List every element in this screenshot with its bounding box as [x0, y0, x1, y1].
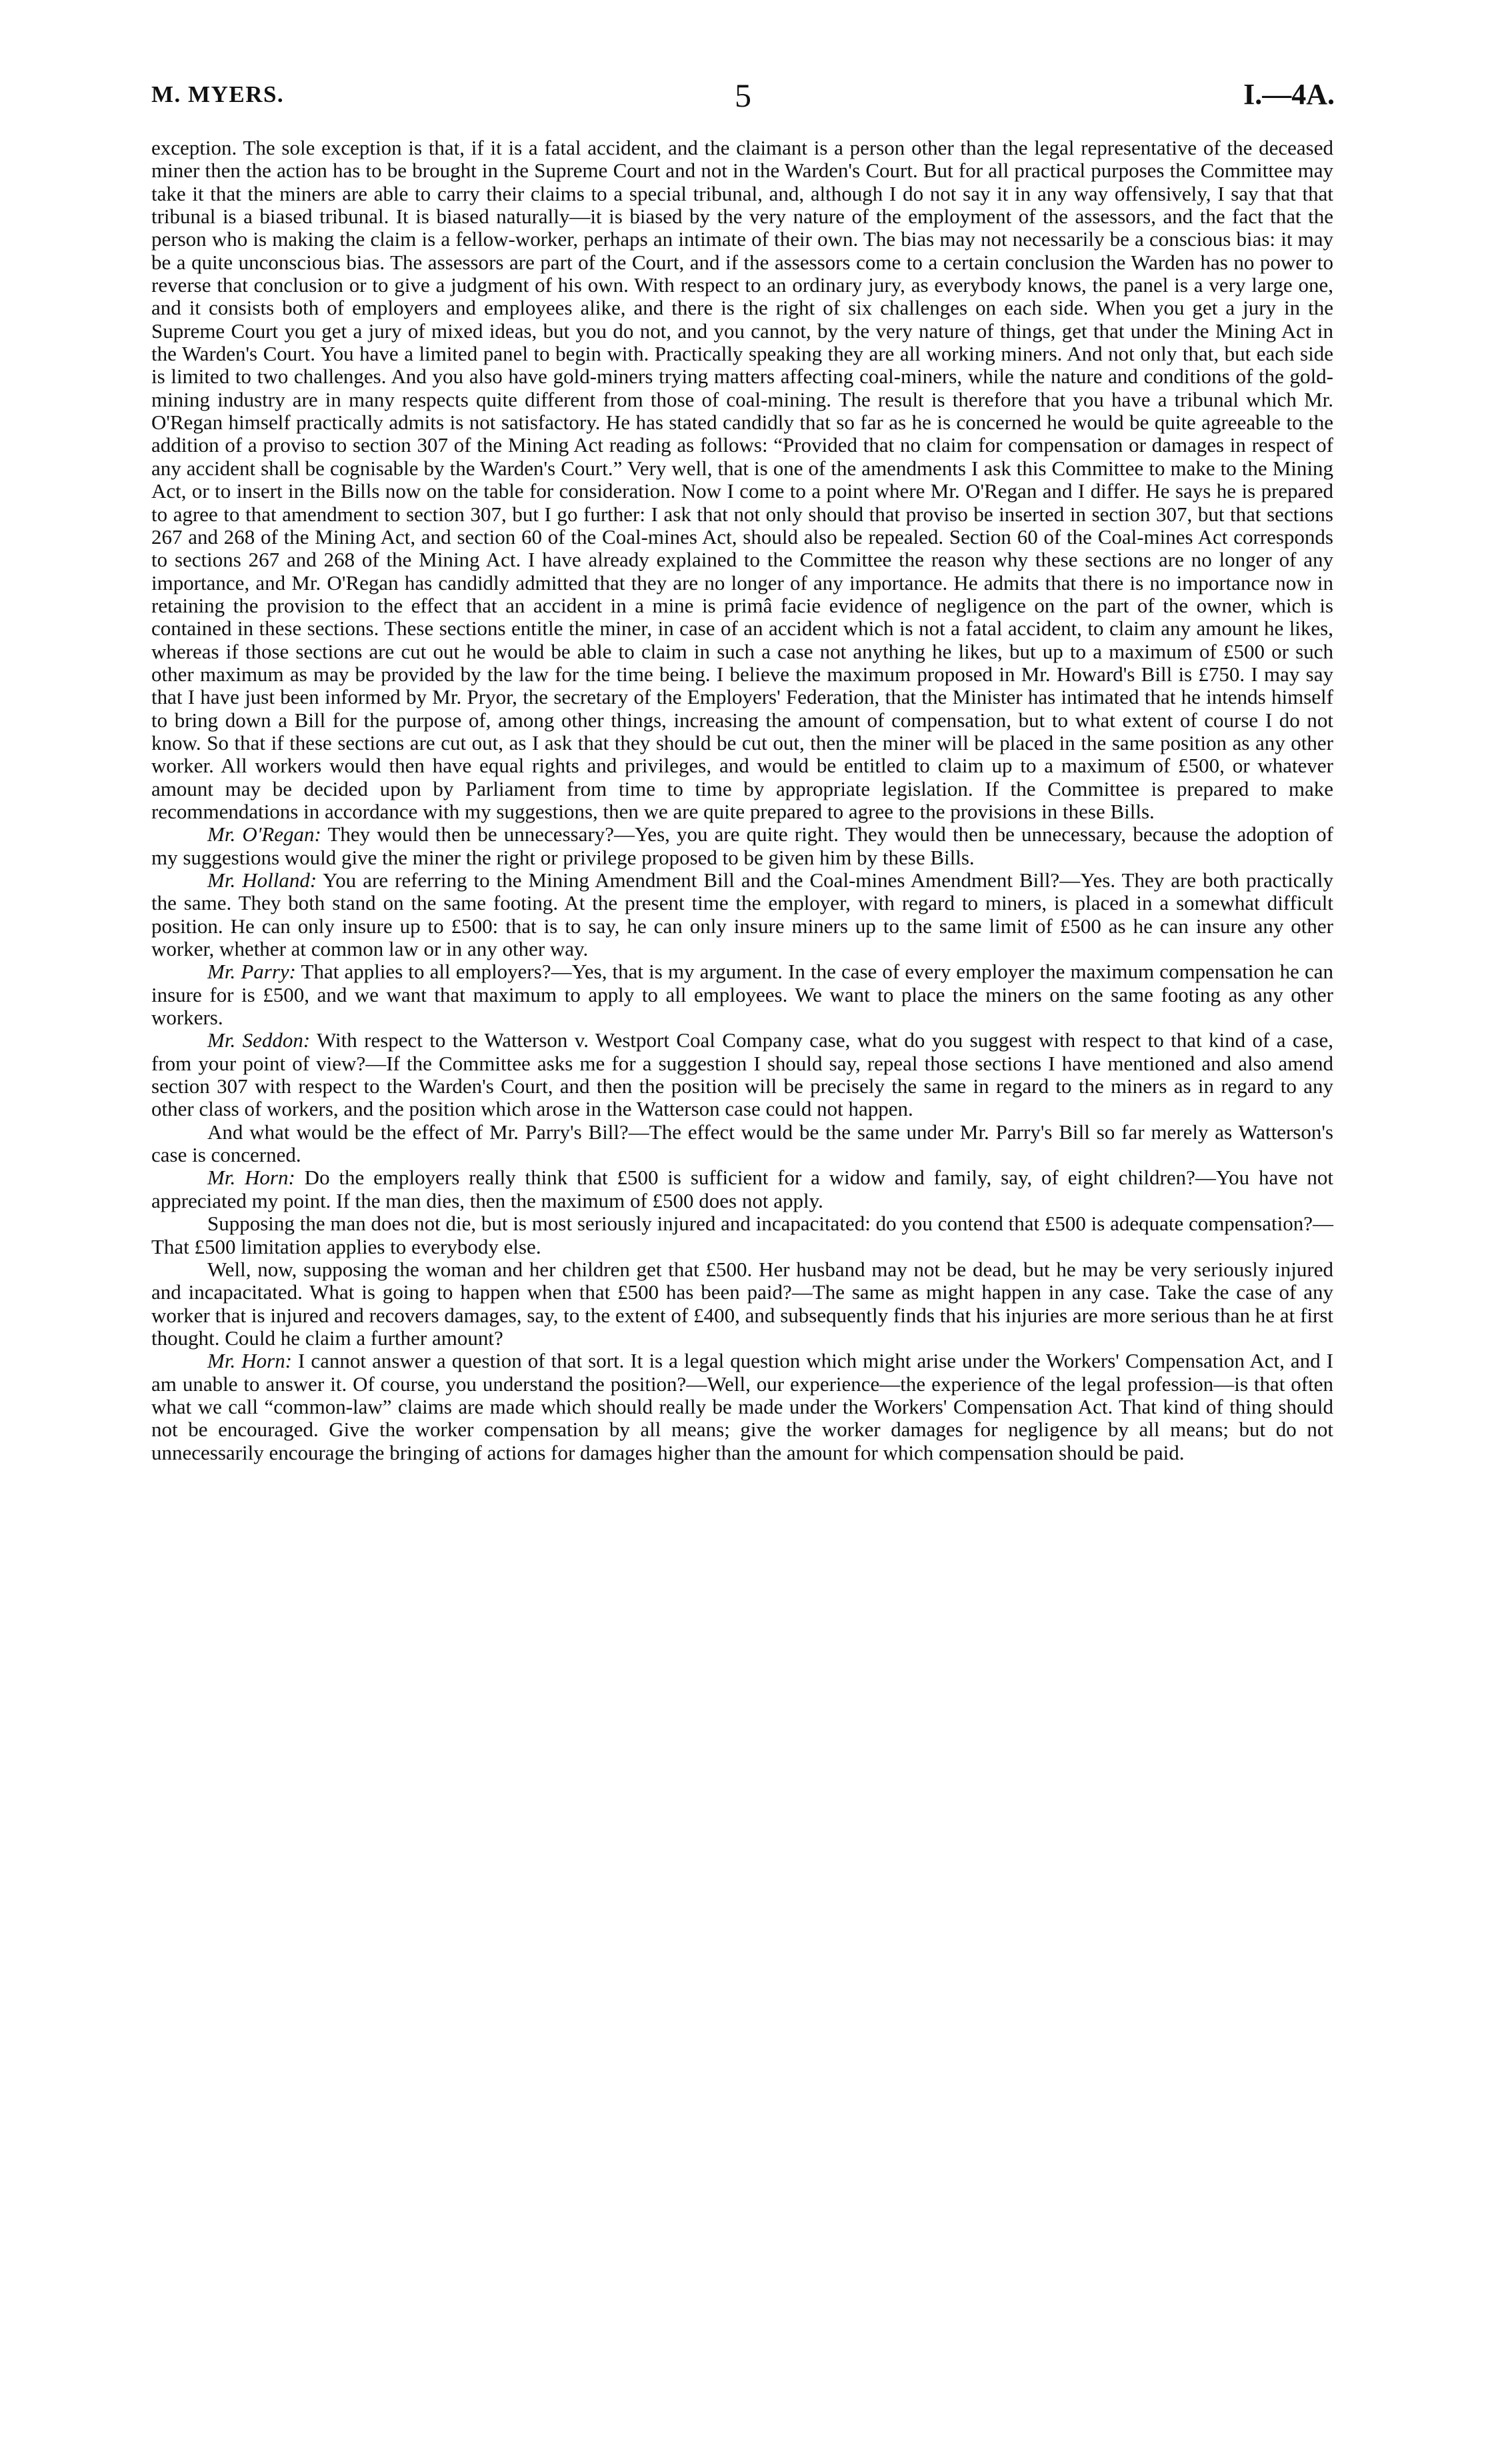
speaker-name: Mr. Horn: [207, 1349, 293, 1373]
paragraph [151, 869, 1333, 960]
paper-reference: I.—4A. [1243, 78, 1335, 111]
paragraph [151, 823, 1333, 869]
paragraph-text: Do the employers really think that £500 is sufficient for a widow and family, say, of eight children?—You have not appreciated my point. If the man dies, then the maximum of £500 does not apply. [151, 1166, 1333, 1212]
paragraph [151, 1350, 1333, 1464]
witness-name: M. MYERS. [151, 81, 285, 107]
speaker-name: Mr. Parry: [207, 960, 296, 984]
paragraph-text: With respect to the Watterson v. Westport Coal Company case, what do you suggest with respect to that kind of a case, from your point of view?—If the Committee asks me for a suggestion I should say, repeal those sections I have mentioned and also amend section 307 with respect to the Warden's Court, and then the position will be precisely the same in regard to the miners as in regard to any other class of workers, and the position which arose in the Watterson case could not happen. [151, 1028, 1333, 1121]
paragraph-text: Supposing the man does not die, but is most seriously injured and incapacitated: do you contend that £500 is adequate compensation?—That £500 limitation applies to everybody else. [151, 1212, 1333, 1258]
speaker-name: Mr. Horn: [207, 1166, 295, 1190]
paragraph-text: exception. The sole exception is that, if it is a fatal accident, and the claimant is a person other than the legal representative of the deceased miner then the action has to be brought in the Supreme Court and not in the Warden's Court. But for all practical purposes the Committee may take it that the miners are able to carry their claims to a special tribunal, and, although I do not say it in any way offensively, I say that that tribunal is a biased tribunal. It is biased naturally—it is biased by the very nature of the employment of the assessors, and the fact that the person who is making the claim is a fellow-worker, perhaps an intimate of their own. The bias may not necessarily be a conscious bias: it may be a quite unconscious bias. The assessors are part of the Court, and if the assessors come to a certain conclusion the Warden has no power to reverse that conclusion or to give a judgment of his own. With respect to an ordinary jury, as everybody knows, the panel is a very large one, and it consists both of employers and employees alike, and there is the right of six challenges on each side. When you get a jury in the Supreme Court you get a jury of mixed ideas, but you do not, and you cannot, by the very nature of things, get that under the Mining Act in the Warden's Court. You have a limited panel to begin with. Practically speaking they are all working miners. And not only that, but each side is limited to two challenges. And you also have gold-miners trying matters affecting coal-miners, while the nature and conditions of the gold-mining industry are in many respects quite different from those of coal-mining. The result is therefore that you have a tribunal which Mr. O'Regan himself practically admits is not satisfactory. He has stated candidly that so far as he is concerned he would be quite agreeable to the addition of a proviso to section 307 of the Mining Act reading as follows: “Provided that no claim for compensation or damages in respect of any accident shall be cognisable by the Warden's Court.” Very well, that is one of the amendments I ask this Committee to make to the Mining Act, or to insert in the Bills now on the table for consideration. Now I come to a point where Mr. O'Regan and I differ. He says he is prepared to agree to that amendment to section 307, but I go further: I ask that not only should that proviso be inserted in section 307, but that sections 267 and 268 of the Mining Act, and section 60 of the Coal-mines Act, should also be repealed. Section 60 of the Coal-mines Act corresponds to sections 267 and 268 of the Mining Act. I have already explained to the Committee the reason why these sections are no longer of any importance, and Mr. O'Regan has candidly admitted that they are no longer of any importance. He admits that there is no importance now in retaining the provision to the effect that an accident in a mine is primâ facie evidence of negligence on the part of the owner, which is contained in these sections. These sections entitle the miner, in case of an accident which is not a fatal accident, to claim any amount he likes, whereas if those sections are cut out he would be able to claim in such a case not anything he likes, but up to a maximum of £500 or such other maximum as may be provided by the law for the time being. I believe the maximum proposed in Mr. Howard's Bill is £750. I may say that I have just been informed by Mr. Pryor, the secretary of the Employers' Federation, that the Minister has intimated that he intends himself to bring down a Bill for the purpose of, among other things, increasing the amount of compensation, but to what extent of course I do not know. So that if these sections are cut out, as I ask that they should be cut out, then the miner will be placed in the same position as any other worker. All workers would then have equal rights and privileges, and would be entitled to claim up to a maximum of £500, or whatever amount may be decided upon by Parliament from time to time by appropriate legislation. If the Committee is prepared to make recommendations in accordance with my suggestions, then we are quite prepared to agree to the provisions in these Bills. [151, 136, 1333, 823]
paragraph-text: I cannot answer a question of that sort. It is a legal question which might arise under the Workers' Compensation Act, and I am unable to answer it. Of course, you understand the position?—Well, our experience—the experience of the legal profession—is that often what we call “common-law” claims are made which should really be made under the Workers' Compensation Act. That kind of thing should not be encouraged. Give the worker compensation by all means; give the worker damages for negligence by all means; but do not unnecessarily encourage the bringing of actions for damages higher than the amount for which compensation should be paid. [151, 1349, 1333, 1464]
page-number: 5 [735, 77, 751, 114]
paragraph [151, 1166, 1333, 1212]
speaker-name: Mr. Seddon: [207, 1028, 311, 1052]
paragraph-text: And what would be the effect of Mr. Parry's Bill?—The effect would be the same under Mr. Parry's Bill so far merely as Watterson's case is concerned. [151, 1120, 1333, 1167]
paragraph-text: Well, now, supposing the woman and her children get that £500. Her husband may not be dead, but he may be very seriously injured and incapacitated. What is going to happen when that £500 has been paid?—The same as might happen in any case. Take the case of any worker that is injured and recovers damages, say, to the extent of £400, and subsequently finds that his injuries are more serious than he at first thought. Could he claim a further amount? [151, 1257, 1333, 1350]
paragraph [151, 960, 1333, 1029]
speaker-name: Mr. Holland: [207, 868, 317, 892]
paragraph [151, 1258, 1333, 1350]
paragraph-text: That applies to all employers?—Yes, that is my argument. In the case of every employer the maximum compensation he can insure for is £500, and we want that maximum to apply to all employees. We want to place the miners on the same footing as any other workers. [151, 960, 1333, 1030]
paragraph-text: You are referring to the Mining Amendment Bill and the Coal-mines Amendment Bill?—Yes. They are both practically the same. They both stand on the same footing. At the present time the employer, with regard to miners, is placed in a somewhat difficult position. He can only insure up to £500: that is to say, he can only insure miners up to the same limit of £500 as he can insure any other worker, whether at common law or in any other way. [151, 868, 1333, 961]
speaker-name: Mr. O'Regan: [207, 822, 321, 846]
paragraph [151, 1212, 1333, 1258]
paragraph [151, 137, 1333, 823]
transcript-body [151, 137, 1333, 1464]
paragraph [151, 1121, 1333, 1167]
paragraph [151, 1029, 1333, 1120]
page-header [151, 77, 1335, 121]
paragraph-text: They would then be unnecessary?—Yes, you are quite right. They would then be unnecessary, because the adoption of my suggestions would give the miner the right or privilege proposed to be given him by these Bills. [151, 822, 1333, 869]
